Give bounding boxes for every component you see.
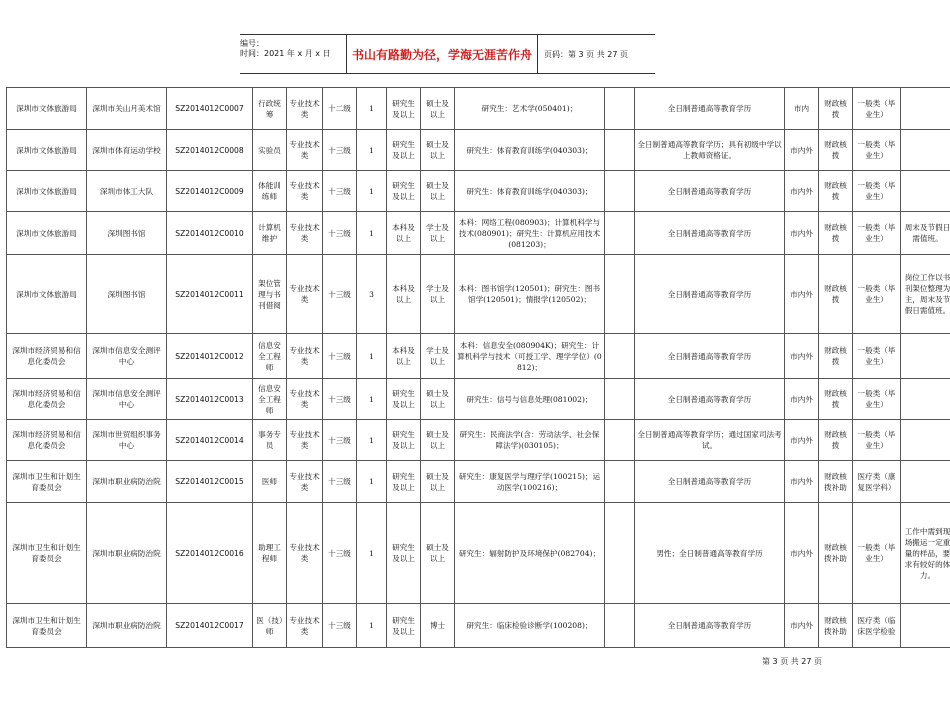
level-cell: 十三级: [323, 255, 357, 334]
code-cell: SZ2014012C0014: [167, 420, 253, 461]
count-cell: 1: [357, 461, 387, 503]
post-cell: 医（技）师: [253, 604, 287, 648]
dept-cell: 深圳市文体旅游局: [7, 171, 87, 212]
level-cell: 十三级: [323, 212, 357, 255]
education-cell: 研究生及以上: [387, 130, 421, 171]
post-cell: 计算机维护: [253, 212, 287, 255]
level-cell: 十三级: [323, 420, 357, 461]
type-cell: 一般类（毕业生）: [853, 420, 901, 461]
funding-cell: 财政核拨补助: [819, 503, 853, 604]
dept-cell: 深圳市文体旅游局: [7, 255, 87, 334]
scope-cell: 市内: [785, 88, 819, 130]
note-cell: [901, 604, 950, 648]
note-cell: 工作中需到现场搬运一定重量的样品，要求有较好的体力。: [901, 503, 950, 604]
unit-cell: 深圳市信息安全测评中心: [87, 334, 167, 379]
education-cell: 研究生及以上: [387, 420, 421, 461]
unit-cell: 深圳市职业病防治院: [87, 461, 167, 503]
note-cell: 岗位工作以书刊架位整理为主，周末及节假日需值班。: [901, 255, 950, 334]
education-cell: 本科及以上: [387, 255, 421, 334]
level-cell: 十三级: [323, 171, 357, 212]
category-cell: 专业技术类: [287, 420, 323, 461]
code-cell: SZ2014012C0016: [167, 503, 253, 604]
degree-cell: 硕士及以上: [421, 503, 455, 604]
major-cell: 研究生：体育教育训练学(040303)；: [455, 130, 605, 171]
dept-cell: 深圳市文体旅游局: [7, 130, 87, 171]
major-cell: 研究生：艺术学(050401)；: [455, 88, 605, 130]
table-row: [7, 461, 950, 503]
unit-cell: 深圳市职业病防治院: [87, 604, 167, 648]
table-row: [7, 379, 950, 420]
blank-cell: [605, 171, 635, 212]
scope-cell: 市内外: [785, 130, 819, 171]
funding-cell: 财政核拨: [819, 212, 853, 255]
category-cell: 专业技术类: [287, 212, 323, 255]
unit-cell: 深圳图书馆: [87, 212, 167, 255]
count-cell: 1: [357, 503, 387, 604]
code-cell: SZ2014012C0009: [167, 171, 253, 212]
dept-cell: 深圳市经济贸易和信息化委员会: [7, 379, 87, 420]
post-cell: 事务专员: [253, 420, 287, 461]
major-cell: 研究生：信号与信息处理(081002)；: [455, 379, 605, 420]
blank-cell: [605, 255, 635, 334]
header-page-label: 页码：第 3 页 共 27 页: [544, 49, 628, 59]
category-cell: 专业技术类: [287, 171, 323, 212]
education-cell: 研究生及以上: [387, 503, 421, 604]
education-cell: 本科及以上: [387, 212, 421, 255]
blank-cell: [605, 212, 635, 255]
blank-cell: [605, 503, 635, 604]
education-cell: 本科及以上: [387, 334, 421, 379]
scope-cell: 市内外: [785, 604, 819, 648]
post-cell: 信息安全工程师: [253, 334, 287, 379]
requirement-cell: 全日制普通高等教育学历: [635, 212, 785, 255]
note-cell: [901, 171, 950, 212]
dept-cell: 深圳市卫生和计划生育委员会: [7, 503, 87, 604]
scope-cell: 市内外: [785, 503, 819, 604]
level-cell: 十三级: [323, 503, 357, 604]
scope-cell: 市内外: [785, 212, 819, 255]
note-cell: 周末及节假日需值班。: [901, 212, 950, 255]
dept-cell: 深圳市文体旅游局: [7, 212, 87, 255]
count-cell: 1: [357, 379, 387, 420]
level-cell: 十三级: [323, 130, 357, 171]
category-cell: 专业技术类: [287, 255, 323, 334]
degree-cell: 硕士及以上: [421, 461, 455, 503]
scope-cell: 市内外: [785, 420, 819, 461]
category-cell: 专业技术类: [287, 88, 323, 130]
type-cell: 一般类（毕业生）: [853, 130, 901, 171]
time-label: 时间：2021 年 x 月 x 日: [240, 49, 331, 58]
blank-cell: [605, 604, 635, 648]
education-cell: 研究生及以上: [387, 604, 421, 648]
category-cell: 专业技术类: [287, 334, 323, 379]
degree-cell: 学士及以上: [421, 255, 455, 334]
level-cell: 十三级: [323, 334, 357, 379]
code-cell: SZ2014012C0008: [167, 130, 253, 171]
count-cell: 1: [357, 130, 387, 171]
note-cell: [901, 334, 950, 379]
level-cell: 十三级: [323, 379, 357, 420]
funding-cell: 财政核拨: [819, 88, 853, 130]
degree-cell: 硕士及以上: [421, 88, 455, 130]
level-cell: 十三级: [323, 604, 357, 648]
requirement-cell: 全日制普通高等教育学历: [635, 88, 785, 130]
blank-cell: [605, 461, 635, 503]
post-cell: 信息安全工程师: [253, 379, 287, 420]
dept-cell: 深圳市经济贸易和信息化委员会: [7, 420, 87, 461]
dept-cell: 深圳市卫生和计划生育委员会: [7, 604, 87, 648]
funding-cell: 财政核拨补助: [819, 461, 853, 503]
unit-cell: 深圳市职业病防治院: [87, 503, 167, 604]
funding-cell: 财政核拨: [819, 255, 853, 334]
number-label: 编号：: [240, 39, 264, 48]
dept-cell: 深圳市卫生和计划生育委员会: [7, 461, 87, 503]
scope-cell: 市内外: [785, 461, 819, 503]
major-cell: 研究生：临床检验诊断学(100208)；: [455, 604, 605, 648]
type-cell: 一般类（毕业生）: [853, 212, 901, 255]
note-cell: [901, 379, 950, 420]
education-cell: 研究生及以上: [387, 461, 421, 503]
code-cell: SZ2014012C0017: [167, 604, 253, 648]
requirement-cell: 全日制普通高等教育学历: [635, 379, 785, 420]
degree-cell: 硕士及以上: [421, 420, 455, 461]
page-footer: 第 3 页 共 27 页: [762, 657, 822, 666]
header-meta: [240, 35, 346, 73]
degree-cell: 硕士及以上: [421, 130, 455, 171]
blank-cell: [605, 130, 635, 171]
requirement-cell: 全日制普通高等教育学历；通过国家司法考试。: [635, 420, 785, 461]
code-cell: SZ2014012C0011: [167, 255, 253, 334]
education-cell: 研究生及以上: [387, 171, 421, 212]
post-cell: 架位管理与书刊借阅: [253, 255, 287, 334]
note-cell: [901, 88, 950, 130]
major-cell: 研究生：康复医学与理疗学(100215)；运动医学(100216)；: [455, 461, 605, 503]
dept-cell: 深圳市文体旅游局: [7, 88, 87, 130]
degree-cell: 博士: [421, 604, 455, 648]
degree-cell: 学士及以上: [421, 334, 455, 379]
funding-cell: 财政核拨: [819, 420, 853, 461]
major-cell: 本科：信息安全(080904K)；研究生：计算机科学与技术（可授工学、理学学位）(0812)；: [455, 334, 605, 379]
category-cell: 专业技术类: [287, 130, 323, 171]
post-cell: 实验员: [253, 130, 287, 171]
funding-cell: 财政核拨: [819, 171, 853, 212]
unit-cell: 深圳市关山月美术馆: [87, 88, 167, 130]
type-cell: 一般类（毕业生）: [853, 255, 901, 334]
post-cell: 行政统筹: [253, 88, 287, 130]
funding-cell: 财政核拨: [819, 379, 853, 420]
count-cell: 3: [357, 255, 387, 334]
dept-cell: 深圳市经济贸易和信息化委员会: [7, 334, 87, 379]
unit-cell: 深圳市世贸组织事务中心: [87, 420, 167, 461]
note-cell: [901, 461, 950, 503]
degree-cell: 硕士及以上: [421, 171, 455, 212]
table-row: [7, 503, 950, 604]
table-row: [7, 334, 950, 379]
category-cell: 专业技术类: [287, 379, 323, 420]
type-cell: 医疗类（临床医学检验: [853, 604, 901, 648]
type-cell: 一般类（毕业生）: [853, 379, 901, 420]
type-cell: 一般类（毕业生）: [853, 503, 901, 604]
header-motto: 书山有路勤为径，学海无涯苦作舟: [346, 35, 538, 73]
requirement-cell: 男性；全日制普通高等教育学历: [635, 503, 785, 604]
page-header: [240, 34, 655, 74]
count-cell: 1: [357, 334, 387, 379]
funding-cell: 财政核拨补助: [819, 604, 853, 648]
blank-cell: [605, 420, 635, 461]
scope-cell: 市内外: [785, 171, 819, 212]
degree-cell: 硕士及以上: [421, 379, 455, 420]
requirement-cell: 全日制普通高等教育学历；具有初级中学以上教师资格证。: [635, 130, 785, 171]
note-cell: [901, 420, 950, 461]
level-cell: 十二级: [323, 88, 357, 130]
education-cell: 研究生及以上: [387, 379, 421, 420]
major-cell: 研究生：体育教育训练学(040303)；: [455, 171, 605, 212]
unit-cell: 深圳市信息安全测评中心: [87, 379, 167, 420]
unit-cell: 深圳市体育运动学校: [87, 130, 167, 171]
type-cell: 一般类（毕业生）: [853, 88, 901, 130]
requirement-cell: 全日制普通高等教育学历: [635, 334, 785, 379]
funding-cell: 财政核拨: [819, 130, 853, 171]
scope-cell: 市内外: [785, 334, 819, 379]
code-cell: SZ2014012C0010: [167, 212, 253, 255]
unit-cell: 深圳图书馆: [87, 255, 167, 334]
count-cell: 1: [357, 604, 387, 648]
table-row: [7, 130, 950, 171]
level-cell: 十三级: [323, 461, 357, 503]
positions-table: [6, 87, 950, 648]
table-row: [7, 171, 950, 212]
education-cell: 研究生及以上: [387, 88, 421, 130]
major-cell: 本科：网络工程(080903)；计算机科学与技术(080901)；研究生：计算机应用技术(081203)；: [455, 212, 605, 255]
blank-cell: [605, 379, 635, 420]
scope-cell: 市内外: [785, 379, 819, 420]
post-cell: 体能训练师: [253, 171, 287, 212]
major-cell: 研究生：民商法学(含：劳动法学、社会保障法学)(030105)；: [455, 420, 605, 461]
category-cell: 专业技术类: [287, 503, 323, 604]
degree-cell: 学士及以上: [421, 212, 455, 255]
post-cell: 医师: [253, 461, 287, 503]
table-row: [7, 255, 950, 334]
post-cell: 助理工程师: [253, 503, 287, 604]
category-cell: 专业技术类: [287, 461, 323, 503]
blank-cell: [605, 88, 635, 130]
requirement-cell: 全日制普通高等教育学历: [635, 604, 785, 648]
table-row: [7, 88, 950, 130]
table-row: [7, 420, 950, 461]
code-cell: SZ2014012C0015: [167, 461, 253, 503]
table-row: [7, 604, 950, 648]
major-cell: 研究生：辐射防护及环境保护(082704)；: [455, 503, 605, 604]
requirement-cell: 全日制普通高等教育学历: [635, 255, 785, 334]
category-cell: 专业技术类: [287, 604, 323, 648]
requirement-cell: 全日制普通高等教育学历: [635, 171, 785, 212]
major-cell: 本科：图书馆学(120501)；研究生：图书馆学(120501)；情报学(120502)；: [455, 255, 605, 334]
type-cell: 一般类（毕业生）: [853, 171, 901, 212]
blank-cell: [605, 334, 635, 379]
funding-cell: 财政核拨: [819, 334, 853, 379]
unit-cell: 深圳市体工大队: [87, 171, 167, 212]
note-cell: [901, 130, 950, 171]
count-cell: 1: [357, 171, 387, 212]
scope-cell: 市内外: [785, 255, 819, 334]
type-cell: 一般类（毕业生）: [853, 334, 901, 379]
count-cell: 1: [357, 420, 387, 461]
code-cell: SZ2014012C0013: [167, 379, 253, 420]
table-row: [7, 212, 950, 255]
code-cell: SZ2014012C0007: [167, 88, 253, 130]
count-cell: 1: [357, 88, 387, 130]
count-cell: 1: [357, 212, 387, 255]
requirement-cell: 全日制普通高等教育学历: [635, 461, 785, 503]
code-cell: SZ2014012C0012: [167, 334, 253, 379]
type-cell: 医疗类（康复医学科）: [853, 461, 901, 503]
